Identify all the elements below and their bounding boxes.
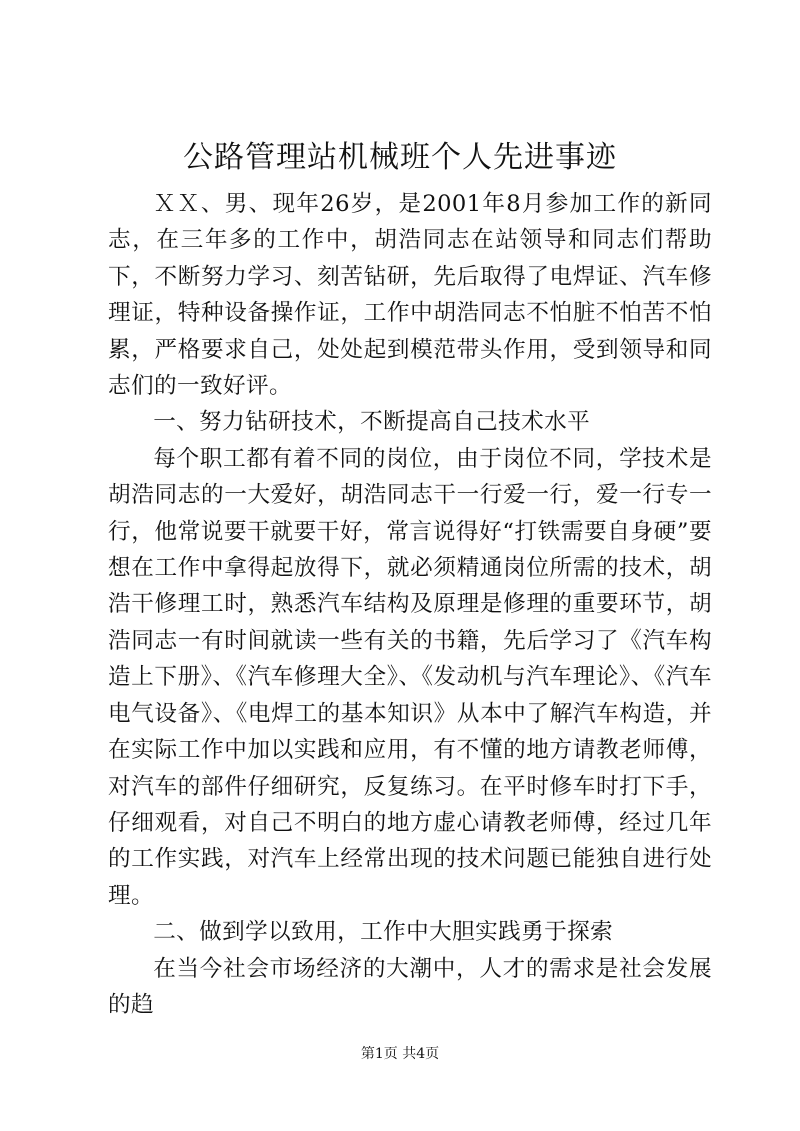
intro-paragraph: ＸＸ、男、现年26岁，是2001年8月参加工作的新同志，在三年多的工作中，胡浩同志在站领导和同志们帮助下，不断努力学习、刻苦钻研，先后取得了电焊证、汽车修理证，特种设备操作证，工作中胡浩同志不怕脏不怕苦不怕累，严格要求自己，处处起到模范带头作用，受到领导和同志们的一致好评。: [108, 191, 712, 400]
section-1-paragraph: 每个职工都有着不同的岗位，由于岗位不同，学技术是胡浩同志的一大爱好，胡浩同志干一行爱一行，爱一行专一行，他常说要干就要干好，常言说得好“打铁需要自身硬”要想在工作中拿得起放得下，就必须精通岗位所需的技术，胡浩干修理工时，熟悉汽车结构及原理是修理的重要环节，胡浩同志一有时间就读一些有关的书籍，先后学习了《汽车构造上下册》、《汽车修理大全》、《发动机与汽车理论》、《汽车电气设备》、《电焊工的基本知识》从本中了解汽车构造，并在实际工作中加以实践和应用，有不懂的地方请教老师傅，对汽车的部件仔细研究，反复练习。在平时修车时打下手，仔细观看，对自己不明白的地方虚心请教老师傅，经过几年的工作实践，对汽车上经常出现的技术问题已能独自进行处理。: [108, 445, 712, 909]
document-body: [108, 186, 712, 1023]
section-2-paragraph: 在当今社会市场经济的大潮中，人才的需求是社会发展的趋: [108, 955, 712, 1018]
document-title: 公路管理站机械班个人先进事迹: [183, 140, 617, 175]
page-footer: 第1页 共4页: [360, 1046, 440, 1062]
section-heading-2: 二、做到学以致用，工作中大胆实践勇于探索: [153, 919, 614, 946]
section-heading-1: 一、努力钻研技术，不断提高自己技术水平: [153, 409, 591, 436]
